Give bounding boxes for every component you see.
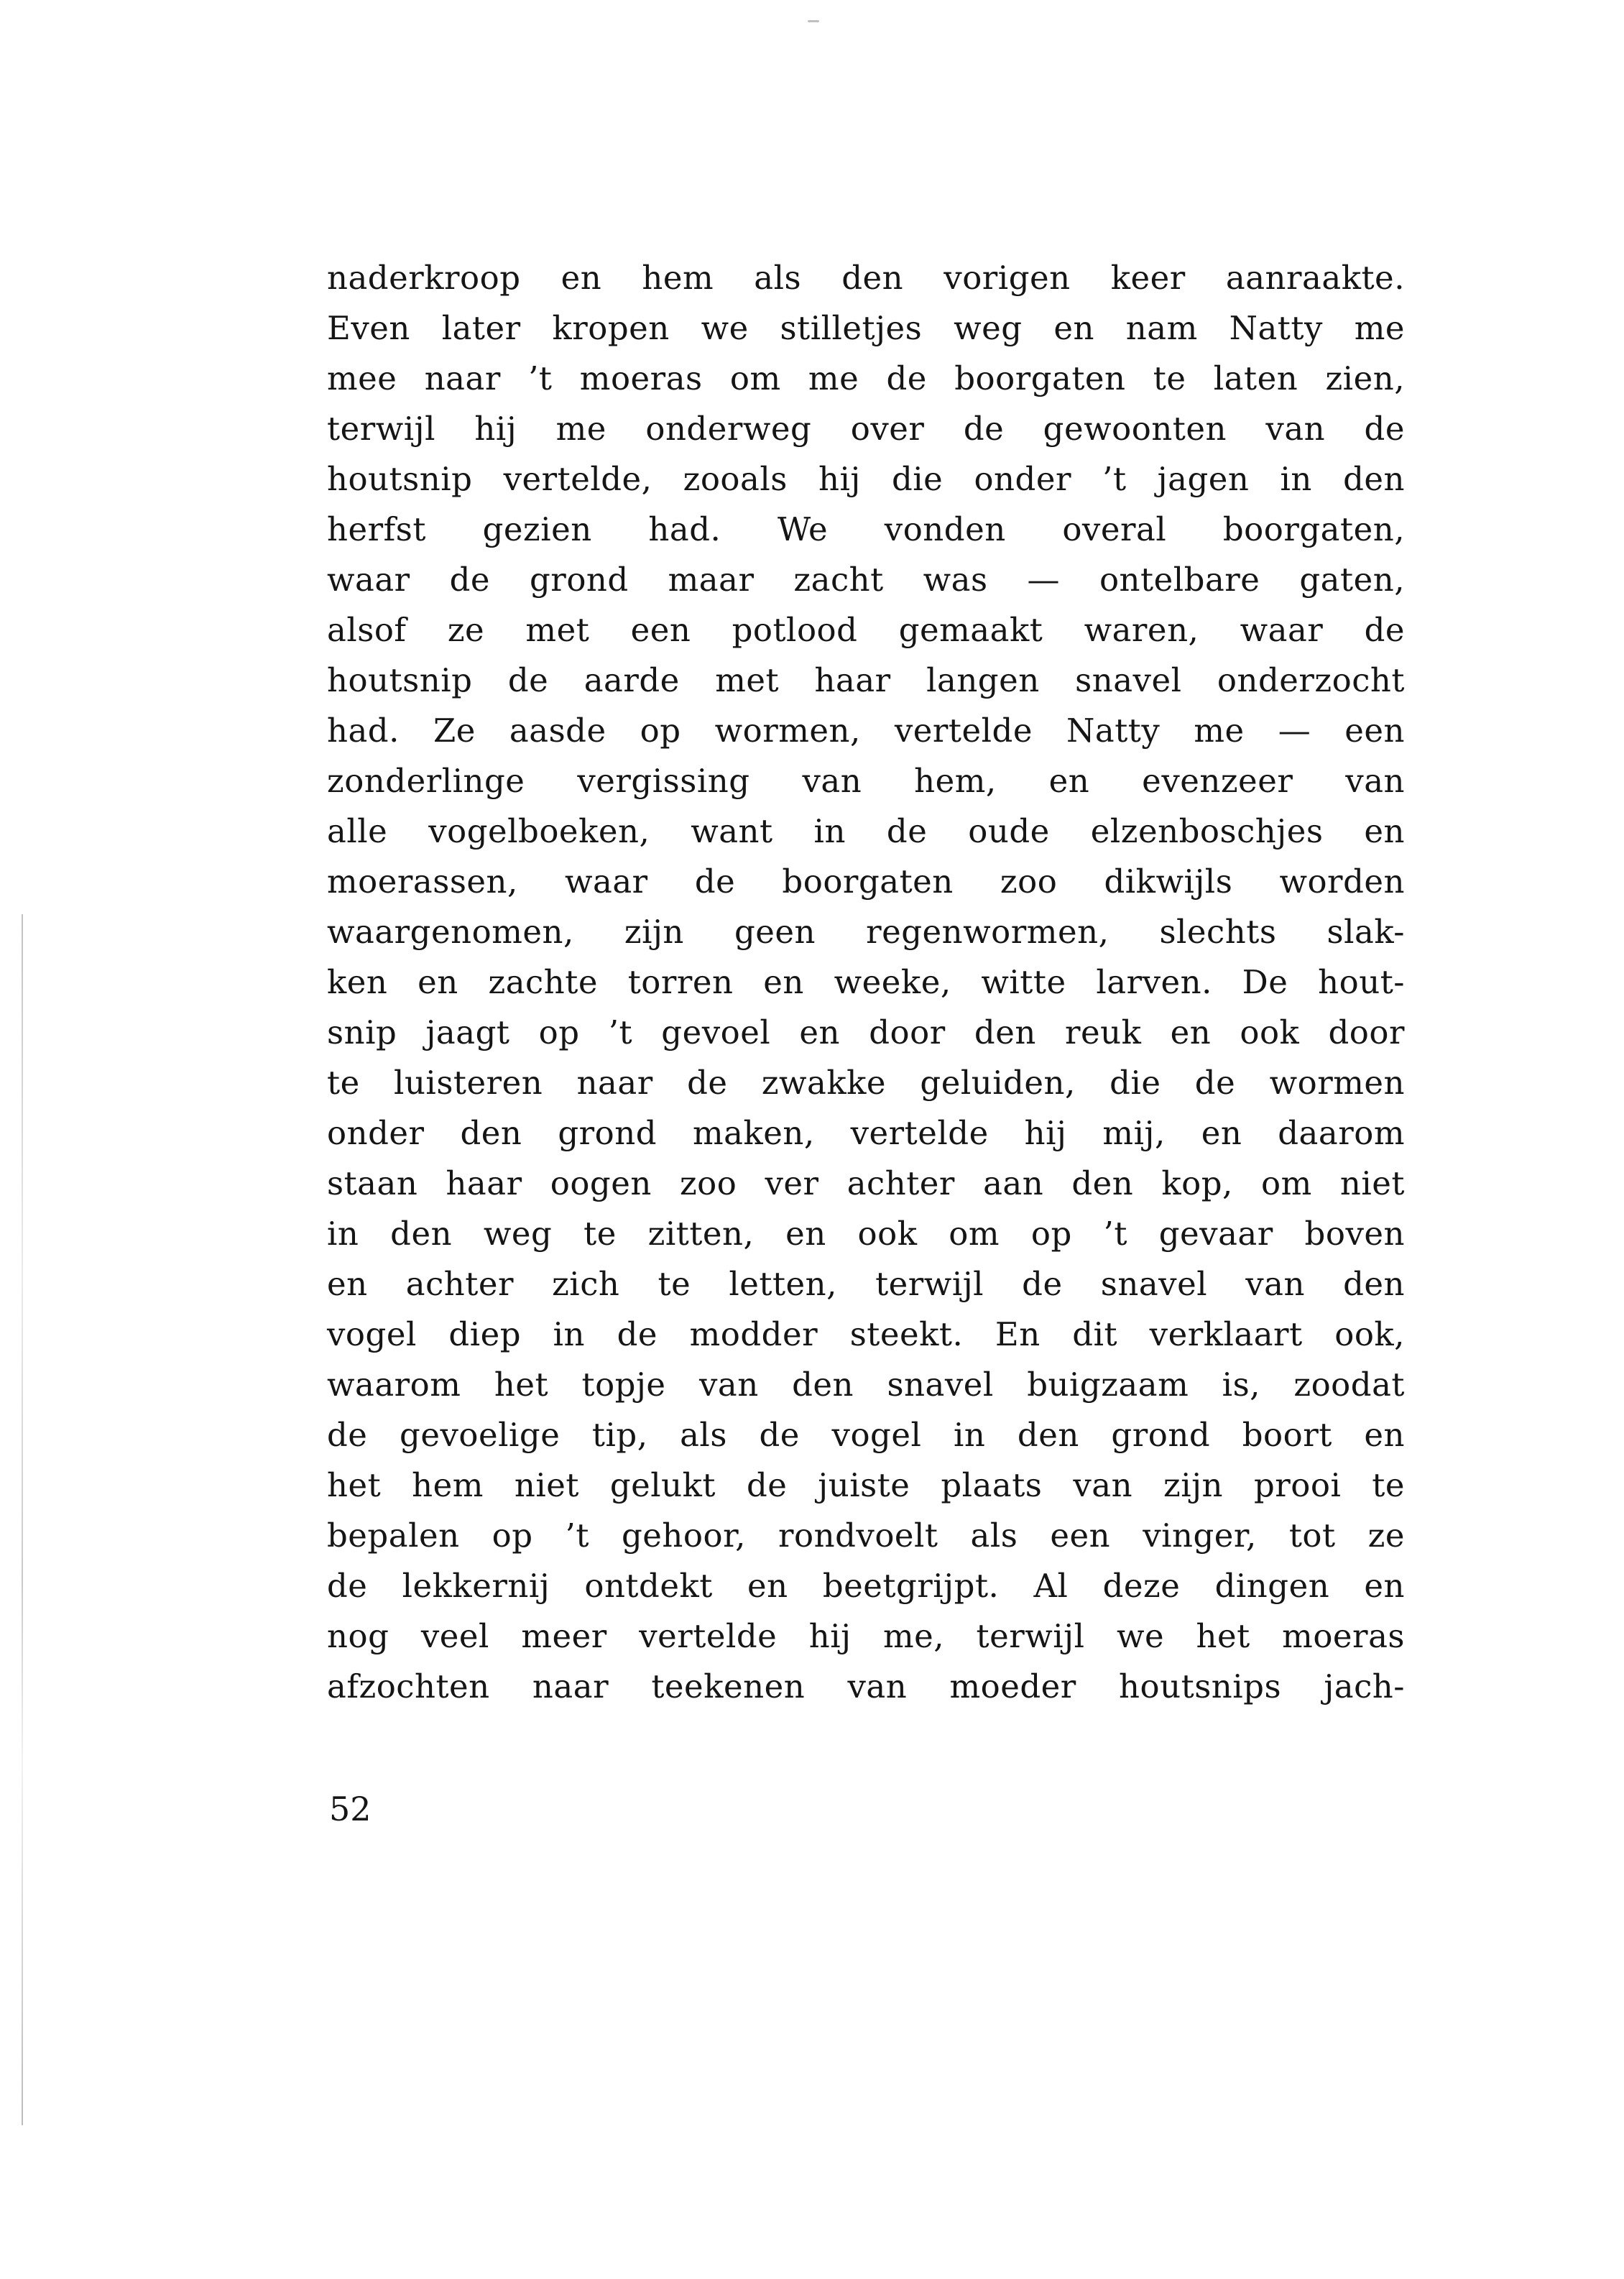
scan-artifact-line [22,914,23,2125]
text-line: staan haar oogen zoo ver achter aan den kop, om niet [327,1164,1405,1202]
text-line: alle vogelboeken, want in de oude elzenboschjes en [327,812,1405,850]
text-line: nog veel meer vertelde hij me, terwijl we het moeras [327,1617,1405,1655]
text-line: houtsnip vertelde, zooals hij die onder ’t jagen in den [327,460,1405,498]
text-line: houtsnip de aarde met haar langen snavel onderzocht [327,661,1405,699]
page-number: 52 [329,1790,372,1828]
text-line: waarom het topje van den snavel buigzaam is, zoodat [327,1366,1405,1404]
text-line: in den weg te zitten, en ook om op ’t gevaar boven [327,1215,1405,1253]
text-line: herfst gezien had. We vonden overal boorgaten, [327,510,1405,548]
scan-speck-artifact [808,20,819,22]
text-line: ken en zachte torren en weeke, witte larven. De hout- [327,963,1405,1001]
text-line: alsof ze met een potlood gemaakt waren, waar de [327,611,1405,649]
text-line: onder den grond maken, vertelde hij mij, en daarom [327,1114,1405,1152]
text-line: zonderlinge vergissing van hem, en evenzeer van [327,762,1405,800]
text-line: mee naar ’t moeras om me de boorgaten te laten zien, [327,359,1405,397]
text-line: vogel diep in de modder steekt. En dit verklaart ook, [327,1315,1405,1353]
text-line: afzochten naar teekenen van moeder houtsnips jach- [327,1667,1405,1705]
text-line: de lekkernij ontdekt en beetgrijpt. Al deze dingen en [327,1567,1405,1605]
text-line: en achter zich te letten, terwijl de snavel van den [327,1265,1405,1303]
text-line: naderkroop en hem als den vorigen keer aanraakte. [327,259,1405,297]
text-line: waar de grond maar zacht was — ontelbare gaten, [327,561,1405,599]
text-line: te luisteren naar de zwakke geluiden, die de wormen [327,1064,1405,1102]
text-line: bepalen op ’t gehoor, rondvoelt als een vinger, tot ze [327,1516,1405,1555]
text-line: terwijl hij me onderweg over de gewoonten van de [327,410,1405,448]
text-block [327,253,1405,1712]
text-line: de gevoelige tip, als de vogel in den grond boort en [327,1416,1405,1454]
text-line: moerassen, waar de boorgaten zoo dikwijls worden [327,862,1405,901]
text-line: waargenomen, zijn geen regenwormen, slechts slak- [327,913,1405,951]
text-line: het hem niet gelukt de juiste plaats van zijn prooi te [327,1466,1405,1504]
text-line: Even later kropen we stilletjes weg en nam Natty me [327,309,1405,347]
text-line: had. Ze aasde op wormen, vertelde Natty me — een [327,712,1405,750]
text-line: snip jaagt op ’t gevoel en door den reuk en ook door [327,1013,1405,1051]
